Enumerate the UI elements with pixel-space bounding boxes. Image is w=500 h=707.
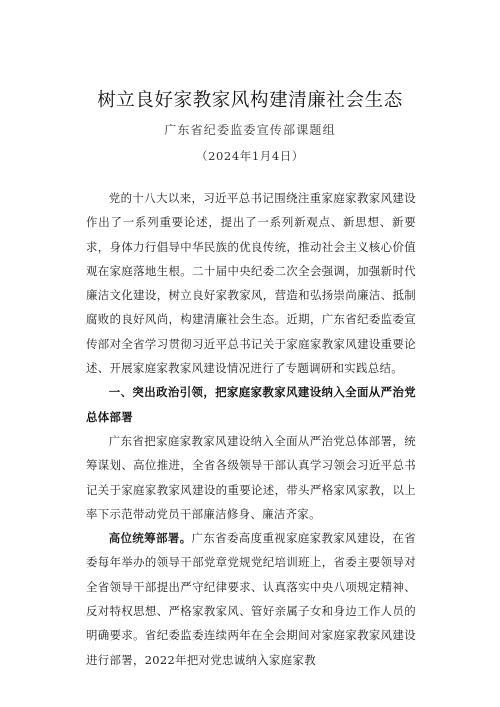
paragraph: 广东省把家庭家教家风建设纳入全面从严治党总体部署，统筹谋划、高位推进，全省各级领导干部认真学习领会习近平总书记关于家庭家教家风建设的重要论述，带头严格家风家教，以上率下示范带动党员干部廉洁修身、廉洁齐家。 xyxy=(86,433,416,521)
paragraph: 党的十八大以来，习近平总书记围绕注重家庭家教家风建设作出了一系列重要论述，提出了一系列新观点、新思想、新要求，身体力行倡导中华民族的优良传统，推动社会主义核心价值观在家庭落地生根。二十届中央纪委二次全会强调，加强新时代廉洁文化建设，树立良好家教家风，营造和弘扬崇尚廉洁、抵制腐败的良好风尚，构建清廉社会生态。近期，广东省纪委监委宣传部对全省学习贯彻习近平总书记关于家庭家教家风建设重要论述、开展家庭家教家风建设情况进行了专题调研和实践总结。 xyxy=(86,191,416,376)
document-title: 树立良好家教家风构建清廉社会生态 xyxy=(97,90,403,111)
document-author: 广东省纪委监委宣传部课题组 xyxy=(164,123,336,137)
paragraph-text: 广东省委高度重视家庭家教家风建设，在省委每年举办的领导干部党章党规党纪培训班上，省委主要领导对全省领导干部提出严守纪律要求、认真落实中央八项规定精神、反对特权思想、严格家教家风、管好亲属子女和身边工作人员的明确要求。省纪委监委连续两年在全会期间对家庭家教家风建设进行部署，2022年把对党忠诚纳入家庭家教 xyxy=(86,531,416,667)
paragraph-lead: 高位统筹部署。 xyxy=(108,531,192,546)
document-body xyxy=(86,186,416,672)
section-heading: 一、突出政治引领，把家庭家教家风建设纳入全面从严治党总体部署 xyxy=(86,385,416,424)
document-date: （2024年1月4日） xyxy=(196,149,304,163)
paragraph xyxy=(86,526,416,672)
